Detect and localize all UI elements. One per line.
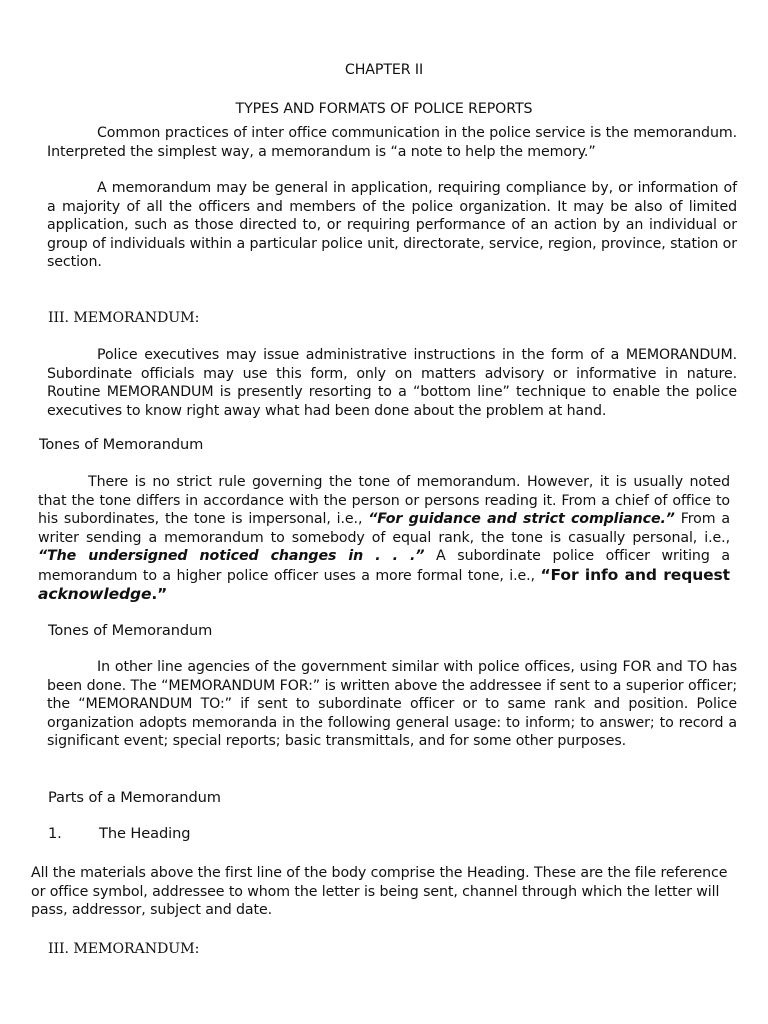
tones-text-2: From a writer sending a memorandum to somebody of equal rank, the tone is casually personal, i.e., (38, 511, 730, 546)
parts-item-title: The Heading (99, 825, 191, 842)
quote-info-request-part-1: “For info and request (540, 565, 730, 584)
intro-paragraph-2 (47, 179, 737, 272)
intro-paragraph-1 (47, 124, 737, 161)
quote-undersigned: “The undersigned noticed changes in . . .” (38, 548, 425, 564)
tones-paragraph-2 (47, 658, 737, 751)
tones-heading-2: Tones of Memorandum (48, 622, 213, 639)
intro-paragraph-1-text: Common practices of inter office communication in the police service is the memorandum. Interpreted the simplest way, a memorandum is “a note to help the memory.” (47, 125, 737, 160)
parts-item-number: 1. (48, 825, 62, 842)
parts-heading: Parts of a Memorandum (48, 789, 221, 806)
memorandum-paragraph-text: Police executives may issue administrative instructions in the form of a MEMORANDUM. Subordinate officials may use this form, only on matters advisory or informative in nature. Routine MEMORANDUM is presently resorting to a “bottom line” technique to enable the police executives to know right away what had been done about the problem at hand. (47, 347, 737, 419)
tones-paragraph-1 (38, 473, 730, 605)
heading-description-paragraph: All the materials above the first line of the body comprise the Heading. These are the file reference or office symbol, addressee to whom the letter is being sent, channel through which the letter will pass, addressor, subject and date. (31, 865, 728, 918)
memorandum-heading: III. MEMORANDUM: (48, 310, 200, 326)
memorandum-paragraph (47, 346, 737, 420)
footer-memorandum-heading: III. MEMORANDUM: (48, 941, 200, 957)
document-title: TYPES AND FORMATS OF POLICE REPORTS (235, 101, 533, 117)
tones-paragraph-2-text: In other line agencies of the government similar with police offices, using FOR and TO has been done. The “MEMORANDUM FOR:” is written above the addressee if sent to a superior officer; the “MEMORANDUM TO:” if sent to subordinate officer or to same rank and position. Police organization adopts memoranda in the following general usage: to inform; to answer; to record a significant event; special reports; basic transmittals, and for some other purposes. (47, 659, 737, 749)
tones-text-1: There is no strict rule governing the tone of memorandum. However, it is usually noted that the tone differs in accordance with the person or persons reading it. From a chief of office to his subordinates, the tone is impersonal, i.e., (38, 474, 730, 527)
tones-text-3: A subordinate police officer writing a memorandum to a higher police officer uses a more formal tone, i.e., (38, 548, 730, 584)
quote-guidance: “For guidance and strict compliance.” (368, 511, 675, 527)
quote-info-request-part-3: .” (151, 585, 168, 603)
intro-paragraph-2-text: A memorandum may be general in application, requiring compliance by, or information of a majority of all the officers and members of the police organization. It may be also of limited application, such as those directed to, or requiring performance of an action by an individual or group of individuals within a particular police unit, directorate, service, region, province, station or section. (47, 180, 737, 270)
tones-heading-1: Tones of Memorandum (39, 436, 204, 453)
quote-info-request-part-2: acknowledge (38, 585, 152, 603)
chapter-label: CHAPTER II (344, 62, 424, 78)
